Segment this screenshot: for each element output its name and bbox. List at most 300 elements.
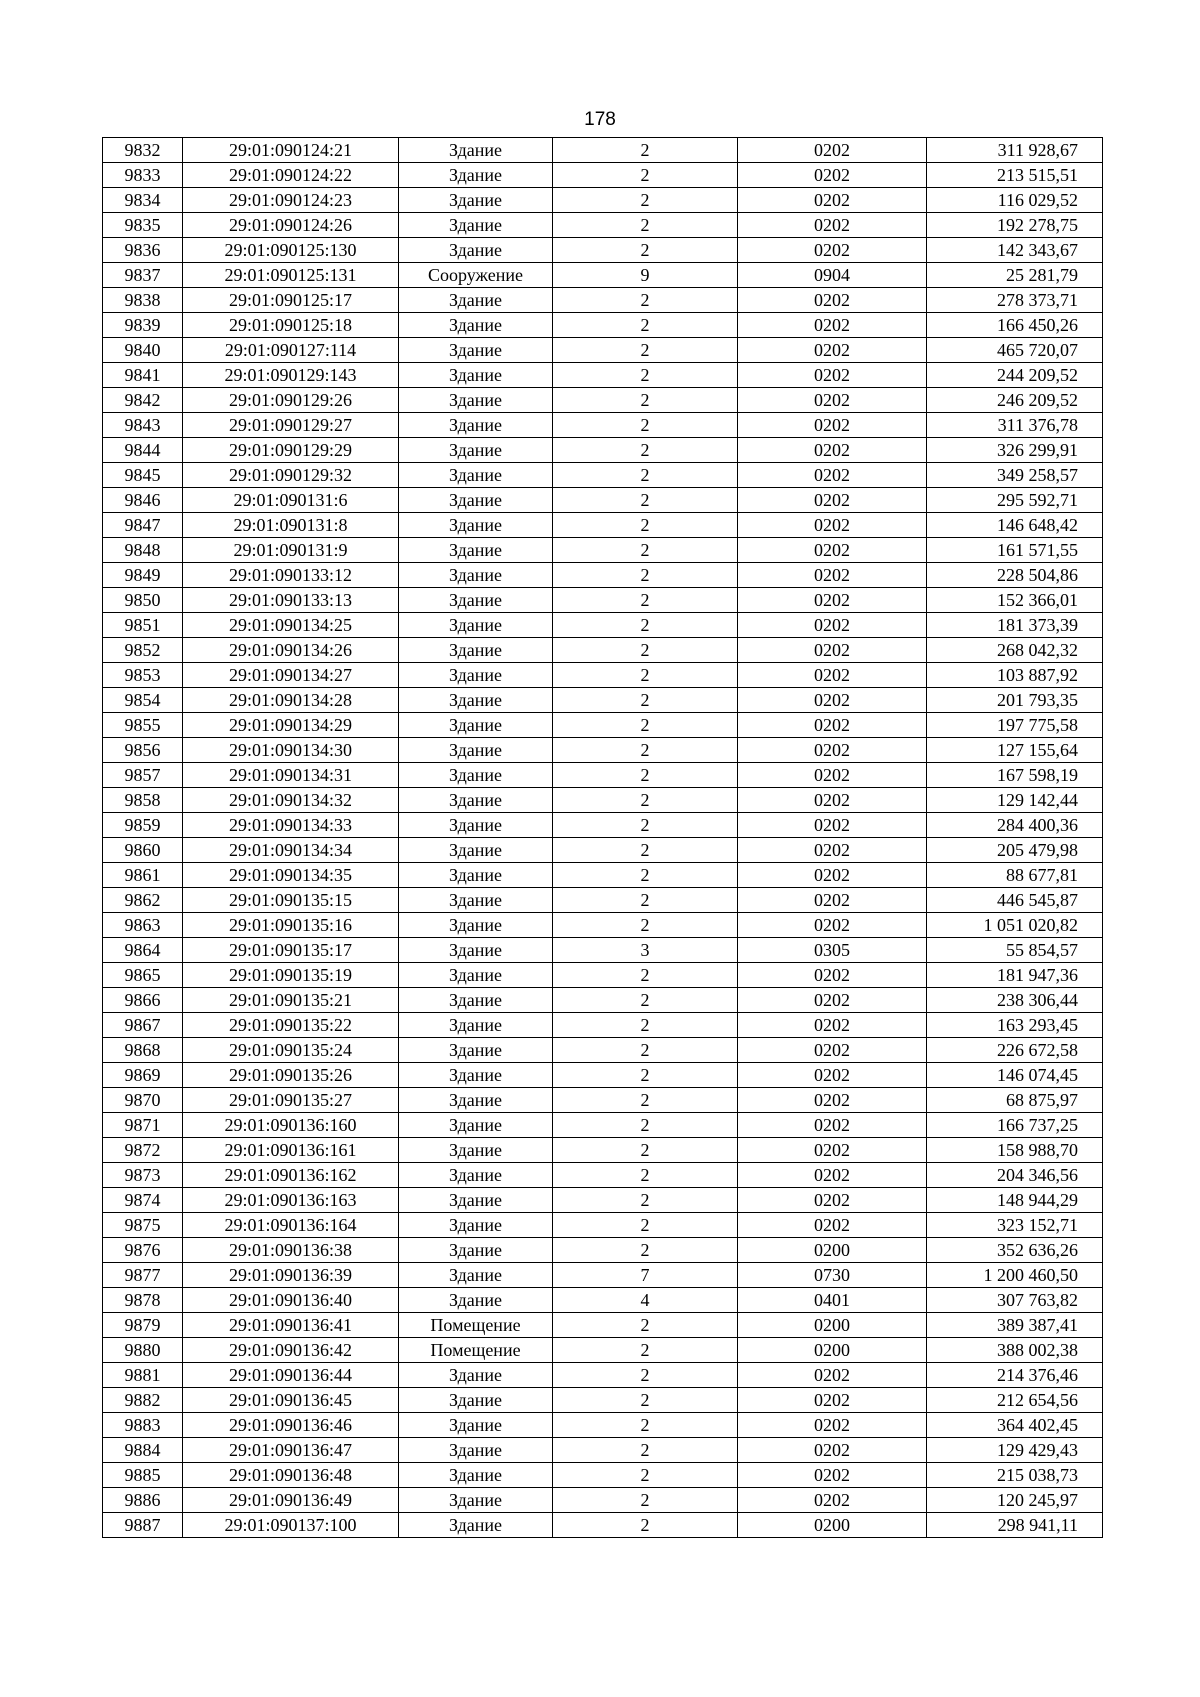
code-cell: 0305 [738,938,927,963]
cadastral-value-cell: 167 598,19 [927,763,1103,788]
table-row [103,988,1103,1013]
code-cell: 0202 [738,238,927,263]
cadastral-value-cell: 103 887,92 [927,663,1103,688]
cadastral-number-cell: 29:01:090134:29 [183,713,399,738]
code-cell: 0202 [738,1113,927,1138]
cadastral-number-cell: 29:01:090129:143 [183,363,399,388]
table-row [103,763,1103,788]
object-type-cell: Здание [399,1388,553,1413]
row-number-cell: 9842 [103,388,183,413]
cadastral-value-cell: 244 209,52 [927,363,1103,388]
code-cell: 0202 [738,838,927,863]
table-row [103,1388,1103,1413]
group-cell: 2 [553,1413,738,1438]
row-number-cell: 9863 [103,913,183,938]
cadastral-number-cell: 29:01:090137:100 [183,1513,399,1538]
code-cell: 0200 [738,1338,927,1363]
table-row [103,363,1103,388]
object-type-cell: Здание [399,363,553,388]
object-type-cell: Здание [399,1438,553,1463]
cadastral-value-cell: 226 672,58 [927,1038,1103,1063]
group-cell: 2 [553,288,738,313]
cadastral-value-cell: 307 763,82 [927,1288,1103,1313]
row-number-cell: 9833 [103,163,183,188]
row-number-cell: 9885 [103,1463,183,1488]
table-row [103,713,1103,738]
table-row [103,788,1103,813]
table-row [103,313,1103,338]
code-cell: 0202 [738,638,927,663]
code-cell: 0401 [738,1288,927,1313]
table-row [103,688,1103,713]
group-cell: 7 [553,1263,738,1288]
table-row [103,1213,1103,1238]
row-number-cell: 9840 [103,338,183,363]
row-number-cell: 9874 [103,1188,183,1213]
code-cell: 0202 [738,538,927,563]
table-row [103,513,1103,538]
object-type-cell: Здание [399,213,553,238]
table-row [103,163,1103,188]
cadastral-value-cell: 284 400,36 [927,813,1103,838]
table-row [103,1413,1103,1438]
group-cell: 2 [553,663,738,688]
row-number-cell: 9861 [103,863,183,888]
code-cell: 0202 [738,288,927,313]
group-cell: 2 [553,1063,738,1088]
table-row [103,1138,1103,1163]
table-row [103,538,1103,563]
table-row [103,138,1103,163]
table-row [103,563,1103,588]
row-number-cell: 9887 [103,1513,183,1538]
cadastral-number-cell: 29:01:090136:38 [183,1238,399,1263]
group-cell: 2 [553,963,738,988]
row-number-cell: 9884 [103,1438,183,1463]
cadastral-value-cell: 146 648,42 [927,513,1103,538]
object-type-cell: Здание [399,913,553,938]
code-cell: 0202 [738,888,927,913]
object-type-cell: Здание [399,1363,553,1388]
row-number-cell: 9881 [103,1363,183,1388]
group-cell: 2 [553,388,738,413]
cadastral-number-cell: 29:01:090134:26 [183,638,399,663]
cadastral-number-cell: 29:01:090135:24 [183,1038,399,1063]
group-cell: 2 [553,1513,738,1538]
row-number-cell: 9836 [103,238,183,263]
group-cell: 2 [553,1113,738,1138]
cadastral-value-cell: 201 793,35 [927,688,1103,713]
row-number-cell: 9843 [103,413,183,438]
table-row [103,663,1103,688]
code-cell: 0202 [738,1088,927,1113]
code-cell: 0202 [738,1363,927,1388]
cadastral-value-cell: 158 988,70 [927,1138,1103,1163]
code-cell: 0202 [738,988,927,1013]
cadastral-value-cell: 204 346,56 [927,1163,1103,1188]
cadastral-number-cell: 29:01:090136:163 [183,1188,399,1213]
cadastral-value-cell: 152 366,01 [927,588,1103,613]
table-row [103,413,1103,438]
table-row [103,1038,1103,1063]
group-cell: 2 [553,188,738,213]
row-number-cell: 9880 [103,1338,183,1363]
cadastral-number-cell: 29:01:090129:29 [183,438,399,463]
group-cell: 2 [553,1338,738,1363]
table-row [103,913,1103,938]
code-cell: 0202 [738,1013,927,1038]
code-cell: 0202 [738,1063,927,1088]
row-number-cell: 9839 [103,313,183,338]
table-row [103,1238,1103,1263]
table-row [103,1363,1103,1388]
code-cell: 0200 [738,1313,927,1338]
cadastral-number-cell: 29:01:090134:33 [183,813,399,838]
object-type-cell: Здание [399,688,553,713]
object-type-cell: Здание [399,1488,553,1513]
row-number-cell: 9875 [103,1213,183,1238]
row-number-cell: 9877 [103,1263,183,1288]
group-cell: 2 [553,1463,738,1488]
code-cell: 0202 [738,763,927,788]
group-cell: 2 [553,463,738,488]
cadastral-value-cell: 323 152,71 [927,1213,1103,1238]
cadastral-value-cell: 214 376,46 [927,1363,1103,1388]
cadastral-value-cell: 212 654,56 [927,1388,1103,1413]
object-type-cell: Помещение [399,1313,553,1338]
group-cell: 2 [553,1313,738,1338]
cadastral-number-cell: 29:01:090136:48 [183,1463,399,1488]
cadastral-number-cell: 29:01:090136:42 [183,1338,399,1363]
code-cell: 0202 [738,438,927,463]
group-cell: 2 [553,763,738,788]
object-type-cell: Здание [399,1263,553,1288]
object-type-cell: Здание [399,388,553,413]
code-cell: 0202 [738,1463,927,1488]
group-cell: 2 [553,1488,738,1513]
cadastral-number-cell: 29:01:090133:12 [183,563,399,588]
cadastral-number-cell: 29:01:090135:17 [183,938,399,963]
row-number-cell: 9834 [103,188,183,213]
cadastral-value-cell: 197 775,58 [927,713,1103,738]
code-cell: 0202 [738,863,927,888]
code-cell: 0202 [738,613,927,638]
object-type-cell: Здание [399,1138,553,1163]
object-type-cell: Здание [399,563,553,588]
row-number-cell: 9883 [103,1413,183,1438]
row-number-cell: 9870 [103,1088,183,1113]
code-cell: 0202 [738,738,927,763]
object-type-cell: Здание [399,1213,553,1238]
row-number-cell: 9855 [103,713,183,738]
table-row [103,188,1103,213]
cadastral-number-cell: 29:01:090124:21 [183,138,399,163]
row-number-cell: 9837 [103,263,183,288]
object-type-cell: Здание [399,463,553,488]
row-number-cell: 9849 [103,563,183,588]
table-row [103,263,1103,288]
cadastral-value-cell: 238 306,44 [927,988,1103,1013]
table-row [103,1263,1103,1288]
table-row [103,863,1103,888]
cadastral-number-cell: 29:01:090135:16 [183,913,399,938]
code-cell: 0202 [738,463,927,488]
group-cell: 9 [553,263,738,288]
code-cell: 0202 [738,313,927,338]
row-number-cell: 9846 [103,488,183,513]
group-cell: 2 [553,338,738,363]
code-cell: 0202 [738,1213,927,1238]
group-cell: 2 [553,838,738,863]
object-type-cell: Здание [399,313,553,338]
object-type-cell: Здание [399,888,553,913]
row-number-cell: 9868 [103,1038,183,1063]
table-row [103,838,1103,863]
object-type-cell: Здание [399,763,553,788]
cadastral-value-cell: 213 515,51 [927,163,1103,188]
group-cell: 2 [553,863,738,888]
cadastral-number-cell: 29:01:090134:32 [183,788,399,813]
object-type-cell: Здание [399,1163,553,1188]
cadastral-number-cell: 29:01:090136:47 [183,1438,399,1463]
cadastral-number-cell: 29:01:090135:21 [183,988,399,1013]
page-number: 178 [584,109,616,130]
cadastral-value-cell: 246 209,52 [927,388,1103,413]
object-type-cell: Здание [399,238,553,263]
code-cell: 0202 [738,138,927,163]
cadastral-value-cell: 142 343,67 [927,238,1103,263]
group-cell: 2 [553,563,738,588]
cadastral-value-cell: 389 387,41 [927,1313,1103,1338]
table-row [103,1188,1103,1213]
cadastral-number-cell: 29:01:090134:35 [183,863,399,888]
code-cell: 0202 [738,163,927,188]
cadastral-value-cell: 120 245,97 [927,1488,1103,1513]
cadastral-number-cell: 29:01:090136:44 [183,1363,399,1388]
object-type-cell: Здание [399,413,553,438]
object-type-cell: Здание [399,513,553,538]
cadastral-value-cell: 181 373,39 [927,613,1103,638]
cadastral-value-cell: 465 720,07 [927,338,1103,363]
table-row [103,438,1103,463]
group-cell: 2 [553,1038,738,1063]
table-row [103,1338,1103,1363]
group-cell: 2 [553,913,738,938]
cadastral-number-cell: 29:01:090135:22 [183,1013,399,1038]
code-cell: 0202 [738,563,927,588]
table-row [103,288,1103,313]
cadastral-value-cell: 215 038,73 [927,1463,1103,1488]
cadastral-value-cell: 166 450,26 [927,313,1103,338]
object-type-cell: Здание [399,438,553,463]
row-number-cell: 9867 [103,1013,183,1038]
table-row [103,213,1103,238]
cadastral-value-cell: 349 258,57 [927,463,1103,488]
code-cell: 0202 [738,363,927,388]
group-cell: 2 [553,138,738,163]
group-cell: 2 [553,163,738,188]
object-type-cell: Здание [399,138,553,163]
cadastral-number-cell: 29:01:090134:30 [183,738,399,763]
table-row [103,1313,1103,1338]
cadastral-value-cell: 388 002,38 [927,1338,1103,1363]
object-type-cell: Здание [399,863,553,888]
object-type-cell: Здание [399,1038,553,1063]
registry-table [102,137,1103,1538]
row-number-cell: 9879 [103,1313,183,1338]
registry-table-body [103,138,1103,1538]
table-row [103,1488,1103,1513]
group-cell: 2 [553,1088,738,1113]
row-number-cell: 9856 [103,738,183,763]
row-number-cell: 9844 [103,438,183,463]
object-type-cell: Помещение [399,1338,553,1363]
cadastral-number-cell: 29:01:090136:162 [183,1163,399,1188]
cadastral-value-cell: 1 200 460,50 [927,1263,1103,1288]
cadastral-number-cell: 29:01:090129:32 [183,463,399,488]
cadastral-number-cell: 29:01:090124:26 [183,213,399,238]
cadastral-number-cell: 29:01:090127:114 [183,338,399,363]
table-row [103,1463,1103,1488]
row-number-cell: 9873 [103,1163,183,1188]
row-number-cell: 9841 [103,363,183,388]
cadastral-number-cell: 29:01:090125:130 [183,238,399,263]
object-type-cell: Здание [399,1013,553,1038]
group-cell: 2 [553,1388,738,1413]
object-type-cell: Здание [399,288,553,313]
object-type-cell: Здание [399,938,553,963]
table-row [103,813,1103,838]
table-row [103,1438,1103,1463]
group-cell: 2 [553,1213,738,1238]
code-cell: 0200 [738,1238,927,1263]
cadastral-number-cell: 29:01:090136:40 [183,1288,399,1313]
object-type-cell: Здание [399,488,553,513]
code-cell: 0904 [738,263,927,288]
cadastral-value-cell: 129 429,43 [927,1438,1103,1463]
cadastral-number-cell: 29:01:090136:46 [183,1413,399,1438]
group-cell: 2 [553,438,738,463]
code-cell: 0202 [738,513,927,538]
object-type-cell: Здание [399,1238,553,1263]
object-type-cell: Здание [399,1188,553,1213]
cadastral-value-cell: 326 299,91 [927,438,1103,463]
cadastral-number-cell: 29:01:090135:26 [183,1063,399,1088]
cadastral-value-cell: 116 029,52 [927,188,1103,213]
table-row [103,613,1103,638]
object-type-cell: Здание [399,713,553,738]
group-cell: 2 [553,1438,738,1463]
code-cell: 0202 [738,413,927,438]
group-cell: 2 [553,613,738,638]
cadastral-value-cell: 205 479,98 [927,838,1103,863]
group-cell: 2 [553,1138,738,1163]
group-cell: 2 [553,738,738,763]
object-type-cell: Здание [399,838,553,863]
code-cell: 0202 [738,663,927,688]
code-cell: 0202 [738,713,927,738]
cadastral-value-cell: 88 677,81 [927,863,1103,888]
object-type-cell: Здание [399,988,553,1013]
row-number-cell: 9858 [103,788,183,813]
group-cell: 2 [553,638,738,663]
cadastral-number-cell: 29:01:090125:18 [183,313,399,338]
table-row [103,1013,1103,1038]
row-number-cell: 9851 [103,613,183,638]
group-cell: 2 [553,988,738,1013]
cadastral-number-cell: 29:01:090124:23 [183,188,399,213]
cadastral-number-cell: 29:01:090133:13 [183,588,399,613]
object-type-cell: Здание [399,338,553,363]
cadastral-number-cell: 29:01:090129:27 [183,413,399,438]
object-type-cell: Здание [399,638,553,663]
table-row [103,238,1103,263]
object-type-cell: Здание [399,738,553,763]
cadastral-value-cell: 311 376,78 [927,413,1103,438]
cadastral-value-cell: 146 074,45 [927,1063,1103,1088]
cadastral-number-cell: 29:01:090136:49 [183,1488,399,1513]
cadastral-number-cell: 29:01:090125:17 [183,288,399,313]
group-cell: 2 [553,213,738,238]
group-cell: 2 [553,813,738,838]
code-cell: 0202 [738,338,927,363]
group-cell: 2 [553,888,738,913]
cadastral-value-cell: 268 042,32 [927,638,1103,663]
cadastral-value-cell: 1 051 020,82 [927,913,1103,938]
group-cell: 2 [553,788,738,813]
cadastral-number-cell: 29:01:090136:41 [183,1313,399,1338]
group-cell: 2 [553,1013,738,1038]
table-row [103,888,1103,913]
object-type-cell: Здание [399,538,553,563]
cadastral-number-cell: 29:01:090136:160 [183,1113,399,1138]
cadastral-number-cell: 29:01:090131:9 [183,538,399,563]
group-cell: 2 [553,1188,738,1213]
cadastral-number-cell: 29:01:090135:27 [183,1088,399,1113]
code-cell: 0202 [738,1388,927,1413]
object-type-cell: Здание [399,963,553,988]
row-number-cell: 9864 [103,938,183,963]
code-cell: 0202 [738,1188,927,1213]
row-number-cell: 9882 [103,1388,183,1413]
object-type-cell: Здание [399,1063,553,1088]
cadastral-value-cell: 55 854,57 [927,938,1103,963]
table-row [103,338,1103,363]
cadastral-number-cell: 29:01:090125:131 [183,263,399,288]
code-cell: 0202 [738,788,927,813]
table-row [103,938,1103,963]
table-row [103,738,1103,763]
code-cell: 0202 [738,388,927,413]
group-cell: 2 [553,488,738,513]
cadastral-number-cell: 29:01:090136:39 [183,1263,399,1288]
row-number-cell: 9838 [103,288,183,313]
row-number-cell: 9845 [103,463,183,488]
group-cell: 2 [553,363,738,388]
code-cell: 0202 [738,963,927,988]
row-number-cell: 9852 [103,638,183,663]
row-number-cell: 9886 [103,1488,183,1513]
code-cell: 0202 [738,688,927,713]
object-type-cell: Здание [399,788,553,813]
cadastral-number-cell: 29:01:090134:25 [183,613,399,638]
table-row [103,488,1103,513]
row-number-cell: 9876 [103,1238,183,1263]
row-number-cell: 9859 [103,813,183,838]
cadastral-number-cell: 29:01:090135:15 [183,888,399,913]
cadastral-number-cell: 29:01:090131:6 [183,488,399,513]
object-type-cell: Здание [399,1113,553,1138]
